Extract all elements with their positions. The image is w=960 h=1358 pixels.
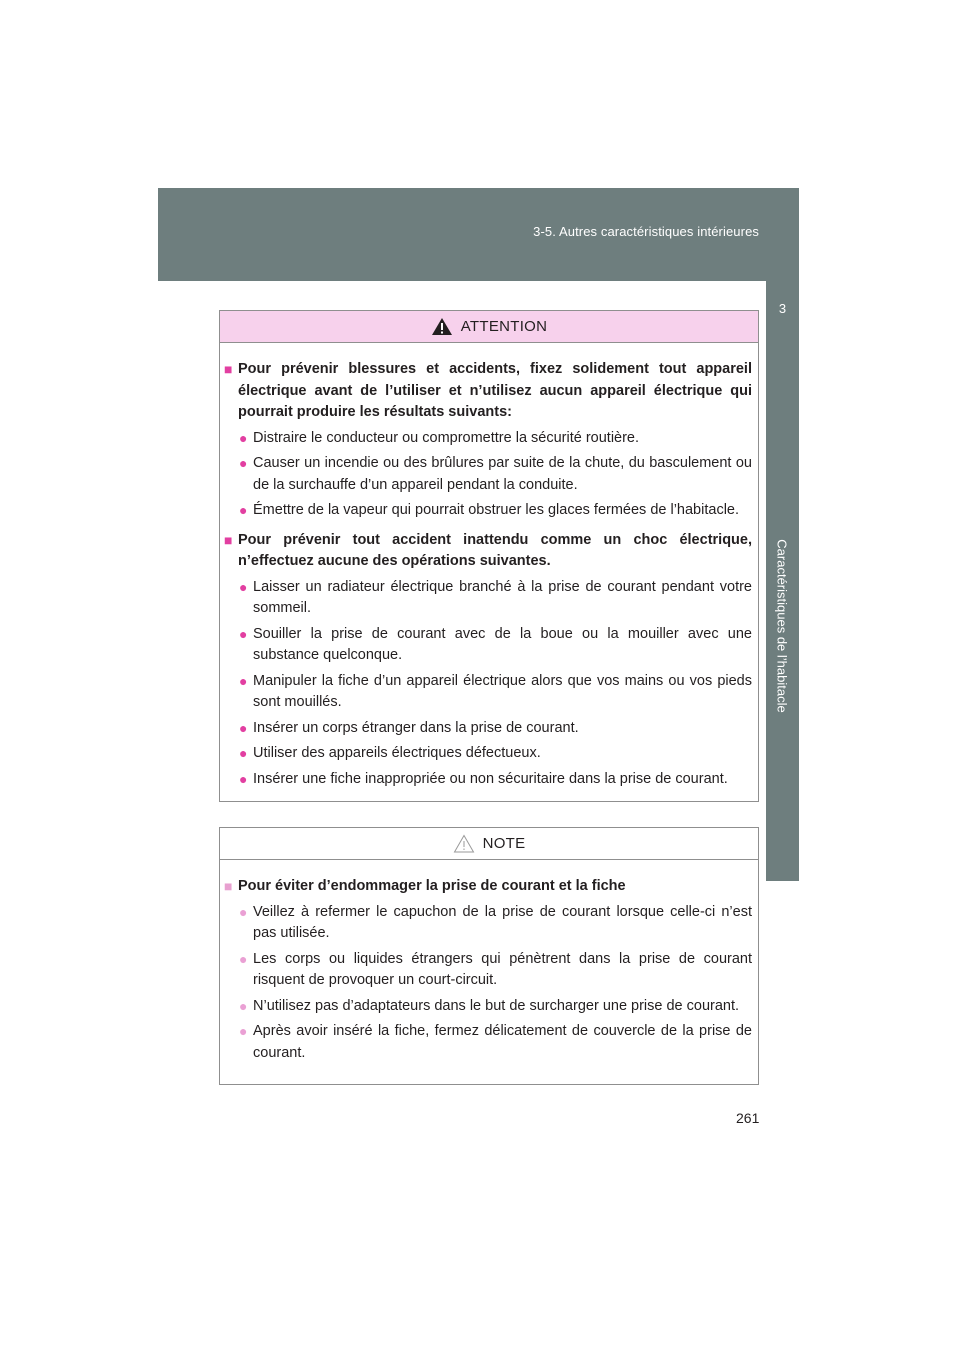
- note-header: [220, 828, 758, 860]
- warning-triangle-filled-icon: [431, 317, 453, 336]
- attention-box: [219, 310, 759, 802]
- chapter-label: Caractéristiques de l’habitacle: [774, 539, 790, 713]
- attention-title: ATTENTION: [460, 318, 548, 335]
- list-item: ● Laisser un radiateur électrique branché à la prise de courant pendant votre sommeil.: [239, 577, 752, 620]
- list-item: ● Utiliser des appareils électriques défectueux.: [239, 743, 752, 765]
- circle-bullet-icon: ●: [239, 455, 248, 471]
- page-number: 261: [736, 1110, 760, 1126]
- circle-bullet-icon: ●: [239, 997, 248, 1014]
- warning-triangle-outline-icon: [453, 834, 475, 853]
- list-item: ● Insérer une fiche inappropriée ou non sécuritaire dans la prise de courant.: [239, 769, 752, 791]
- list-item: ● Insérer un corps étranger dans la prise de courant.: [239, 718, 752, 740]
- circle-bullet-icon: ●: [239, 429, 248, 446]
- circle-bullet-icon: ●: [239, 625, 248, 642]
- circle-bullet-icon: ●: [239, 672, 248, 689]
- attention-section-heading: ■ Pour prévenir blessures et accidents, fixez solidement tout appareil électrique avant de l’utiliser et n’utilisez aucun appareil électrique qui pourrait produire les résultats suivants:: [224, 359, 752, 424]
- circle-bullet-icon: ●: [239, 950, 248, 967]
- square-bullet-icon: ■: [224, 531, 233, 548]
- list-item: ● Souiller la prise de courant avec de la boue ou la mouiller avec une substance quelconque.: [239, 624, 752, 667]
- square-bullet-icon: ■: [224, 878, 233, 894]
- list-item: ● Émettre de la vapeur qui pourrait obstruer les glaces fermées de l’habitacle.: [239, 500, 752, 522]
- attention-body: [220, 343, 758, 790]
- list-item: ● N’utilisez pas d’adaptateurs dans le but de surcharger une prise de courant.: [239, 996, 752, 1018]
- section-title: 3-5. Autres caractéristiques intérieures: [533, 224, 759, 239]
- circle-bullet-icon: ●: [239, 745, 248, 761]
- circle-bullet-icon: ●: [239, 903, 248, 920]
- circle-bullet-icon: ●: [239, 578, 248, 595]
- circle-bullet-icon: ●: [239, 770, 248, 787]
- list-item: ● Veillez à refermer le capuchon de la prise de courant lorsque celle-ci n’est pas utilisée.: [239, 902, 752, 945]
- attention-header: [220, 311, 758, 343]
- note-title: NOTE: [482, 835, 526, 852]
- attention-section-heading: ■ Pour prévenir tout accident inattendu comme un choc électrique, n’effectuez aucune des opérations suivantes.: [224, 530, 752, 573]
- list-item: ● Les corps ou liquides étrangers qui pénètrent dans la prise de courant risquent de provoquer un court-circuit.: [239, 949, 752, 992]
- list-item: ● Manipuler la fiche d’un appareil électrique alors que vos mains ou vos pieds sont mouillés.: [239, 671, 752, 714]
- list-item: ● Causer un incendie ou des brûlures par suite de la chute, du basculement ou de la surchauffe d’un appareil pendant la conduite.: [239, 453, 752, 496]
- chapter-side-tab: [766, 281, 799, 881]
- list-item: ● Après avoir inséré la fiche, fermez délicatement de couvercle de la prise de courant.: [239, 1021, 752, 1064]
- note-body: [220, 860, 758, 1064]
- list-item: ● Distraire le conducteur ou compromettre la sécurité routière.: [239, 428, 752, 450]
- square-bullet-icon: ■: [224, 361, 233, 377]
- circle-bullet-icon: ●: [239, 502, 248, 518]
- circle-bullet-icon: ●: [239, 1023, 248, 1039]
- note-box: [219, 827, 759, 1085]
- circle-bullet-icon: ●: [239, 719, 248, 736]
- header-band: [158, 188, 799, 281]
- chapter-number: 3: [778, 301, 787, 316]
- note-section-heading: ■ Pour éviter d’endommager la prise de courant et la fiche: [224, 876, 752, 898]
